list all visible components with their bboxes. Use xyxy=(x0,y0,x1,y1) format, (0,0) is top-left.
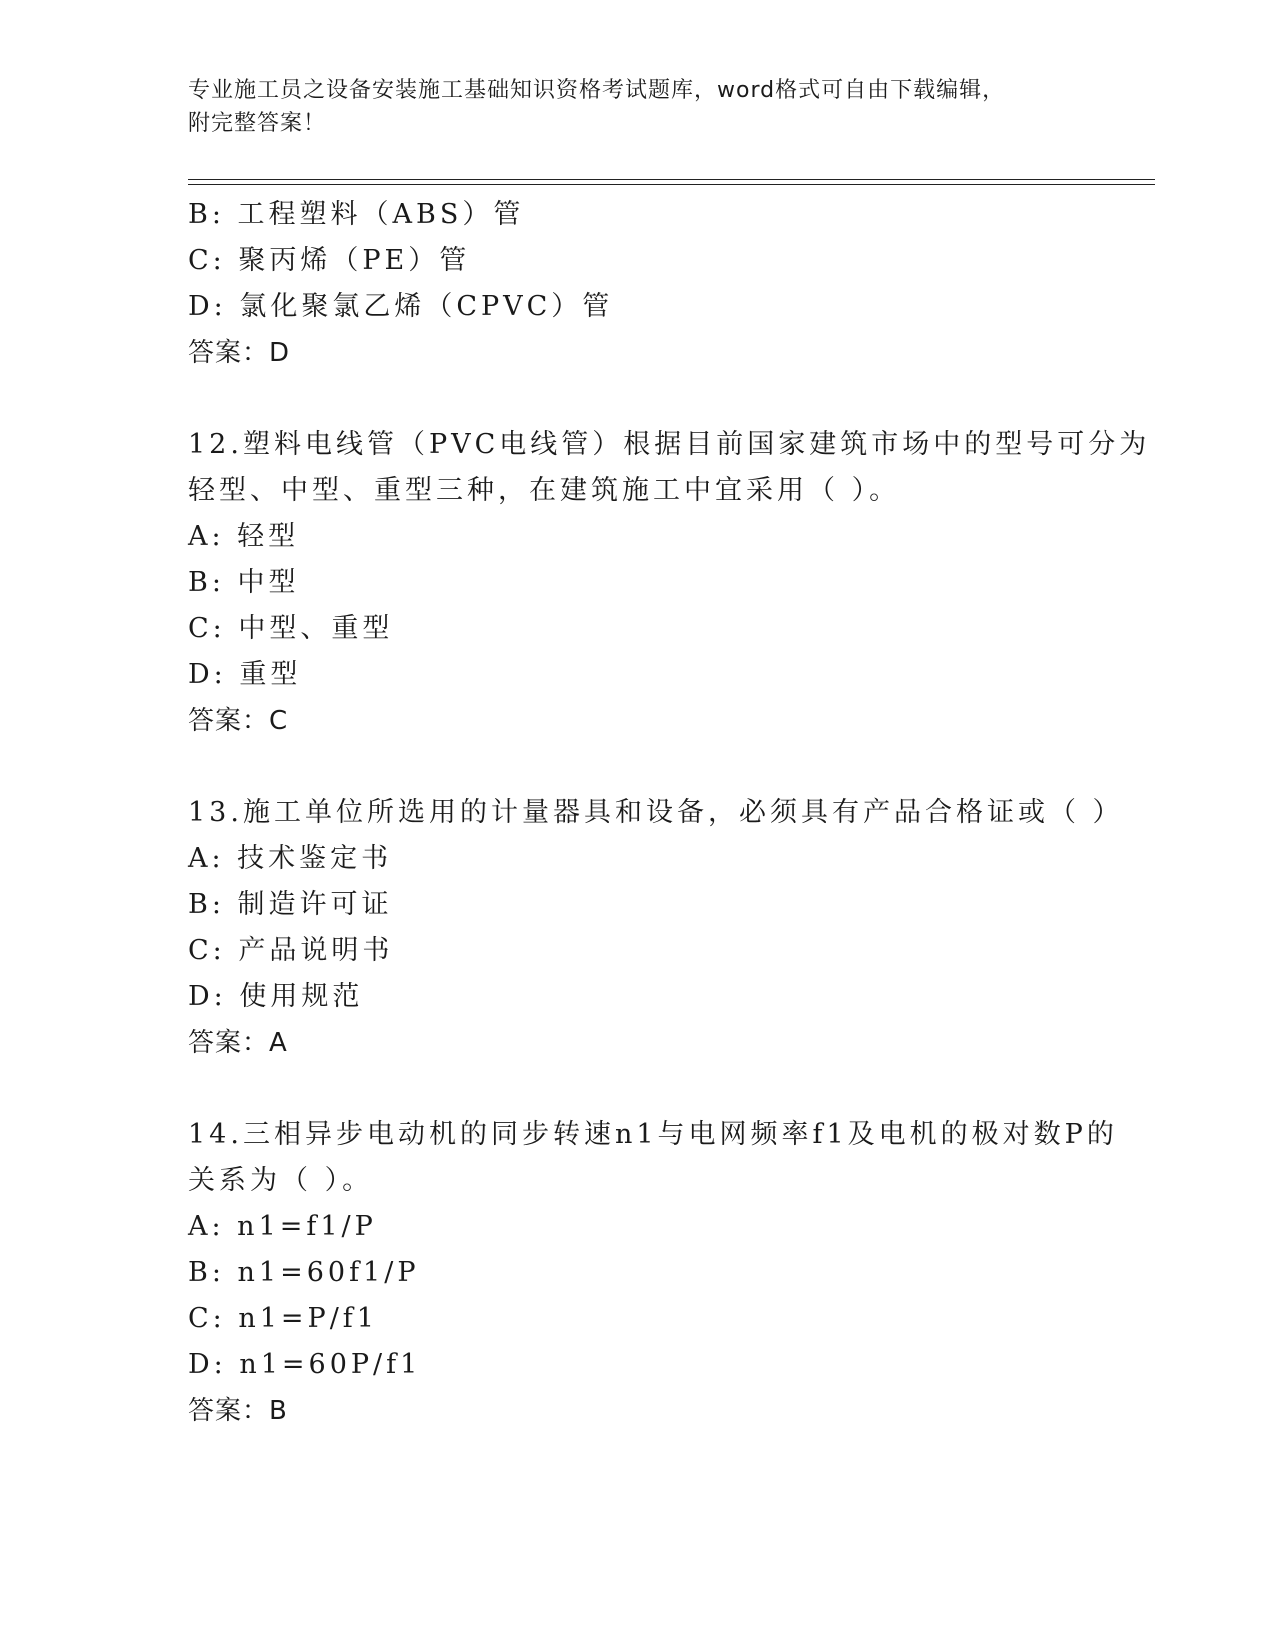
header-line-2: 附完整答案！ xyxy=(188,111,327,136)
option-d: D: 重型 xyxy=(188,659,302,690)
question-spacer xyxy=(188,1066,1088,1112)
question-13 xyxy=(188,790,1124,1066)
question-spacer xyxy=(188,376,1088,422)
question-text-line-2: 轻型、中型、重型三种，在建筑施工中宜采用（ ）。 xyxy=(188,475,901,506)
option-d: D: 使用规范 xyxy=(188,981,364,1012)
question-spacer xyxy=(188,744,1088,790)
question-11 xyxy=(188,192,1088,376)
option-c: C: 产品说明书 xyxy=(188,935,394,966)
answer: 答案：C xyxy=(188,706,289,736)
question-text-line-1: 12.塑料电线管（PVC电线管）根据目前国家建筑市场中的型号可分为 xyxy=(188,429,1151,460)
option-a: A: 技术鉴定书 xyxy=(188,843,393,874)
option-b: B: 工程塑料（ABS）管 xyxy=(188,199,525,230)
answer: 答案：D xyxy=(188,338,291,368)
option-a: A: n1=f1/P xyxy=(188,1211,377,1242)
question-text-line-2: 关系为（ ）。 xyxy=(188,1165,374,1196)
option-c: C: 中型、重型 xyxy=(188,613,394,644)
question-12 xyxy=(188,422,1151,744)
header-line-1: 专业施工员之设备安装施工基础知识资格考试题库，word格式可自由下载编辑， xyxy=(188,78,1006,103)
option-d: D: 氯化聚氯乙烯（CPVC）管 xyxy=(188,291,614,322)
header-divider-bottom xyxy=(188,184,1155,185)
answer: 答案：A xyxy=(188,1028,288,1058)
option-c: C: n1=P/f1 xyxy=(188,1303,378,1334)
option-b: B: 制造许可证 xyxy=(188,889,393,920)
option-d: D: n1=60P/f1 xyxy=(188,1349,422,1380)
question-list xyxy=(188,192,1151,1434)
option-c: C: 聚丙烯（PE）管 xyxy=(188,245,471,276)
question-text-line-1: 14.三相异步电动机的同步转速n1与电网频率f1及电机的极对数P的 xyxy=(188,1119,1118,1150)
question-text-line-1: 13.施工单位所选用的计量器具和设备，必须具有产品合格证或（ ） xyxy=(188,797,1124,828)
header-divider-top xyxy=(188,179,1155,180)
option-b: B: 中型 xyxy=(188,567,300,598)
question-14 xyxy=(188,1112,1118,1434)
option-a: A: 轻型 xyxy=(188,521,300,552)
page-header xyxy=(188,74,1068,140)
answer: 答案：B xyxy=(188,1396,288,1426)
option-b: B: n1=60f1/P xyxy=(188,1257,420,1288)
